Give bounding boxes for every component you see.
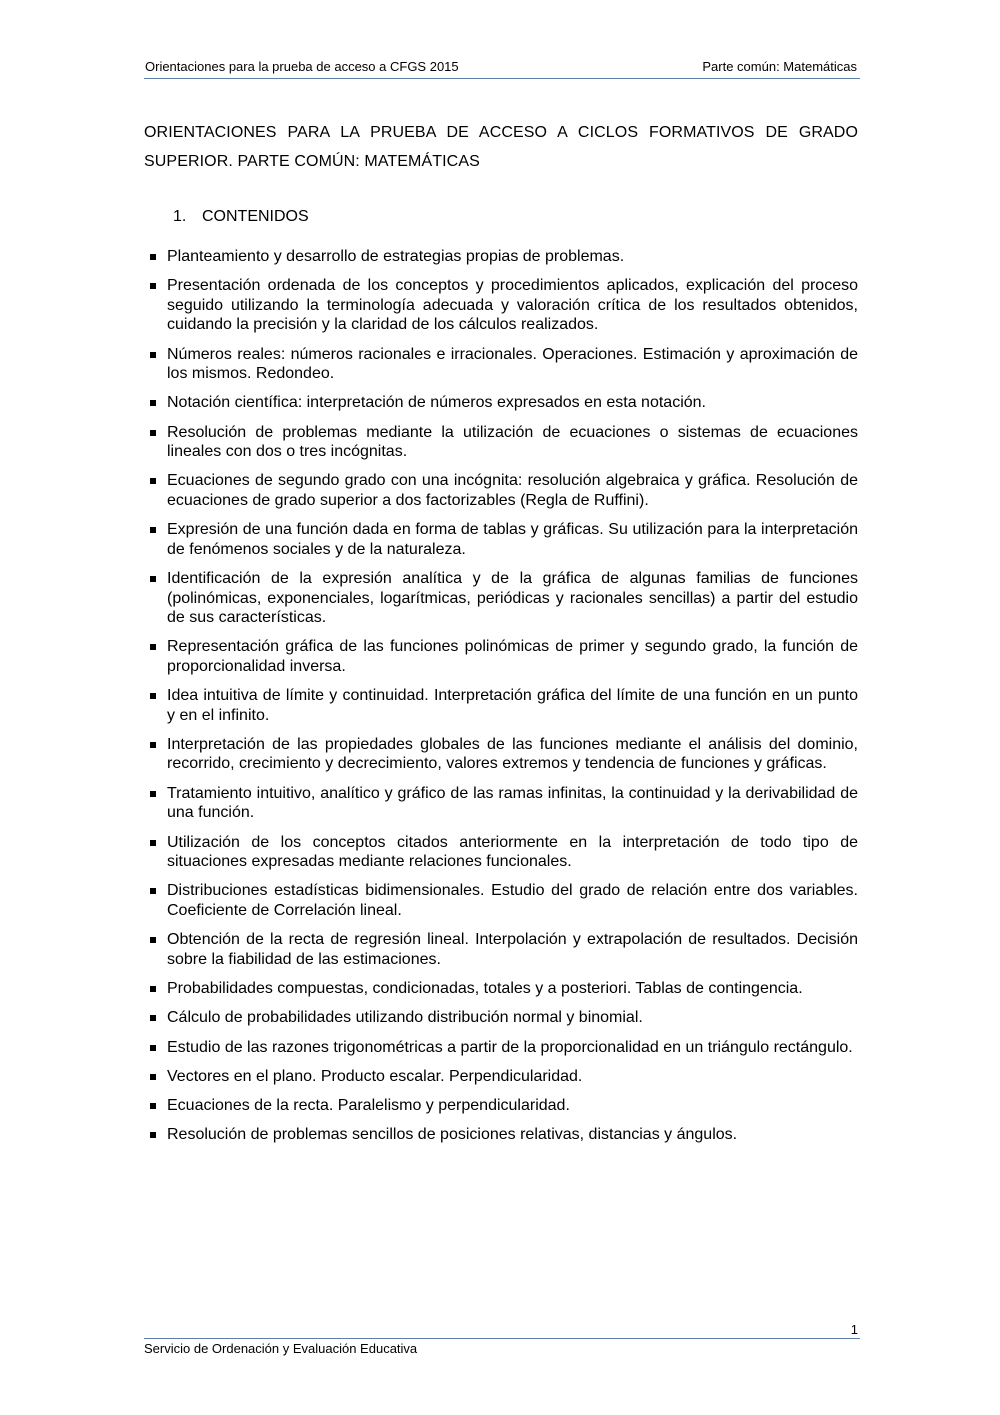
contents-list — [147, 247, 858, 1155]
list-item — [147, 247, 858, 267]
list-item — [147, 1008, 858, 1028]
bullet-square-icon — [150, 1132, 156, 1138]
list-item — [147, 345, 858, 384]
bullet-square-icon — [150, 576, 156, 582]
list-item-text: Números reales: números racionales e irracionales. Operaciones. Estimación y aproximación de los mismos. Redondeo. — [167, 345, 858, 383]
list-item — [147, 735, 858, 774]
list-item-text: Cálculo de probabilidades utilizando distribución normal y binomial. — [167, 1009, 643, 1027]
list-item — [147, 393, 858, 413]
list-item-text: Notación científica: interpretación de números expresados en esta notación. — [167, 394, 706, 412]
list-item-text: Ecuaciones de la recta. Paralelismo y perpendicularidad. — [167, 1097, 570, 1115]
bullet-square-icon — [150, 742, 156, 748]
list-item — [147, 520, 858, 559]
section-number: 1. — [173, 208, 187, 225]
list-item — [147, 979, 858, 999]
bullet-square-icon — [150, 791, 156, 797]
bullet-square-icon — [150, 1074, 156, 1080]
bullet-square-icon — [150, 1015, 156, 1021]
list-item-text: Tratamiento intuitivo, analítico y gráfico de las ramas infinitas, la continuidad y la derivabilidad de una función. — [167, 784, 858, 822]
list-item — [147, 1125, 858, 1145]
page-header — [144, 58, 860, 79]
list-item — [147, 784, 858, 823]
list-item — [147, 881, 858, 920]
list-item — [147, 423, 858, 462]
bullet-square-icon — [150, 693, 156, 699]
list-item-text: Planteamiento y desarrollo de estrategias propias de problemas. — [167, 248, 625, 265]
section-heading — [173, 207, 309, 227]
list-item — [147, 569, 858, 628]
list-item-text: Distribuciones estadísticas bidimensionales. Estudio del grado de relación entre dos variables. Coeficiente de Correlación lineal. — [167, 882, 858, 919]
list-item-text: Resolución de problemas sencillos de posiciones relativas, distancias y ángulos. — [167, 1126, 738, 1144]
bullet-square-icon — [150, 986, 156, 992]
list-item-text: Idea intuitiva de límite y continuidad. Interpretación gráfica del límite de una función en un punto y en el infinito. — [167, 687, 858, 724]
document-title: ORIENTACIONES PARA LA PRUEBA DE ACCESO A CICLOS FORMATIVOS DE GRADO SUPERIOR. PARTE COMÚN: MATEMÁTICAS — [144, 124, 858, 170]
list-item-text: Resolución de problemas mediante la utilización de ecuaciones o sistemas de ecuaciones lineales con dos o tres incógnitas. — [167, 423, 858, 461]
bullet-square-icon — [150, 352, 156, 358]
list-item-text: Ecuaciones de segundo grado con una incógnita: resolución algebraica y gráfica. Resolución de ecuaciones de grado superior a dos factorizables (Regla de Ruffini). — [167, 472, 858, 509]
page-number: 1 — [850, 1322, 858, 1337]
list-item-text: Probabilidades compuestas, condicionadas, totales y a posteriori. Tablas de contingencia. — [167, 979, 803, 997]
bullet-square-icon — [150, 840, 156, 846]
header-left-text: Orientaciones para la prueba de acceso a CFGS 2015 — [145, 59, 459, 74]
list-item — [147, 637, 858, 676]
bullet-square-icon — [150, 478, 156, 484]
bullet-square-icon — [150, 1103, 156, 1109]
footer-text: Servicio de Ordenación y Evaluación Educativa — [144, 1341, 418, 1356]
list-item-text: Obtención de la recta de regresión lineal. Interpolación y extrapolación de resultados. Decisión sobre la fiabilidad de las estimaciones. — [167, 931, 858, 968]
list-item — [147, 1096, 858, 1116]
list-item — [147, 276, 858, 335]
footer-divider — [144, 1338, 860, 1339]
bullet-square-icon — [150, 937, 156, 943]
list-item-text: Identificación de la expresión analítica y de la gráfica de algunas familias de funciones (polinómicas, exponenciales, logarítmicas, periódicas y racionales sencillas) a partir del estudio de sus características. — [167, 570, 858, 627]
list-item — [147, 1067, 858, 1087]
bullet-square-icon — [150, 888, 156, 894]
section-title: CONTENIDOS — [202, 208, 309, 225]
list-item-text: Utilización de los conceptos citados anteriormente en la interpretación de todo tipo de situaciones expresadas mediante relaciones funcionales. — [167, 833, 858, 871]
bullet-square-icon — [150, 644, 156, 650]
bullet-square-icon — [150, 430, 156, 436]
header-right-text: Parte común: Matemáticas — [702, 59, 857, 74]
list-item — [147, 833, 858, 872]
list-item — [147, 471, 858, 510]
list-item — [147, 930, 858, 969]
list-item-text: Vectores en el plano. Producto escalar. Perpendicularidad. — [167, 1067, 583, 1085]
list-item-text: Expresión de una función dada en forma de tablas y gráficas. Su utilización para la interpretación de fenómenos sociales y de la naturaleza. — [167, 521, 858, 558]
bullet-square-icon — [150, 400, 156, 406]
bullet-square-icon — [150, 283, 156, 289]
list-item — [147, 686, 858, 725]
list-item-text: Presentación ordenada de los conceptos y procedimientos aplicados, explicación del proceso seguido utilizando la terminología adecuada y valoración crítica de los resultados obtenidos, cuidando la precisión y la claridad de los cálculos realizados. — [167, 277, 858, 334]
bullet-square-icon — [150, 1045, 156, 1051]
list-item-text: Interpretación de las propiedades globales de las funciones mediante el análisis del dominio, recorrido, crecimiento y decrecimiento, valores extremos y tendencia de funciones y gráficas. — [167, 735, 858, 773]
list-item — [147, 1038, 858, 1058]
bullet-square-icon — [150, 527, 156, 533]
bullet-square-icon — [150, 254, 156, 260]
list-item-text: Representación gráfica de las funciones polinómicas de primer y segundo grado, la función de proporcionalidad inversa. — [167, 638, 858, 675]
list-item-text: Estudio de las razones trigonométricas a partir de la proporcionalidad en un triángulo rectángulo. — [167, 1038, 853, 1056]
